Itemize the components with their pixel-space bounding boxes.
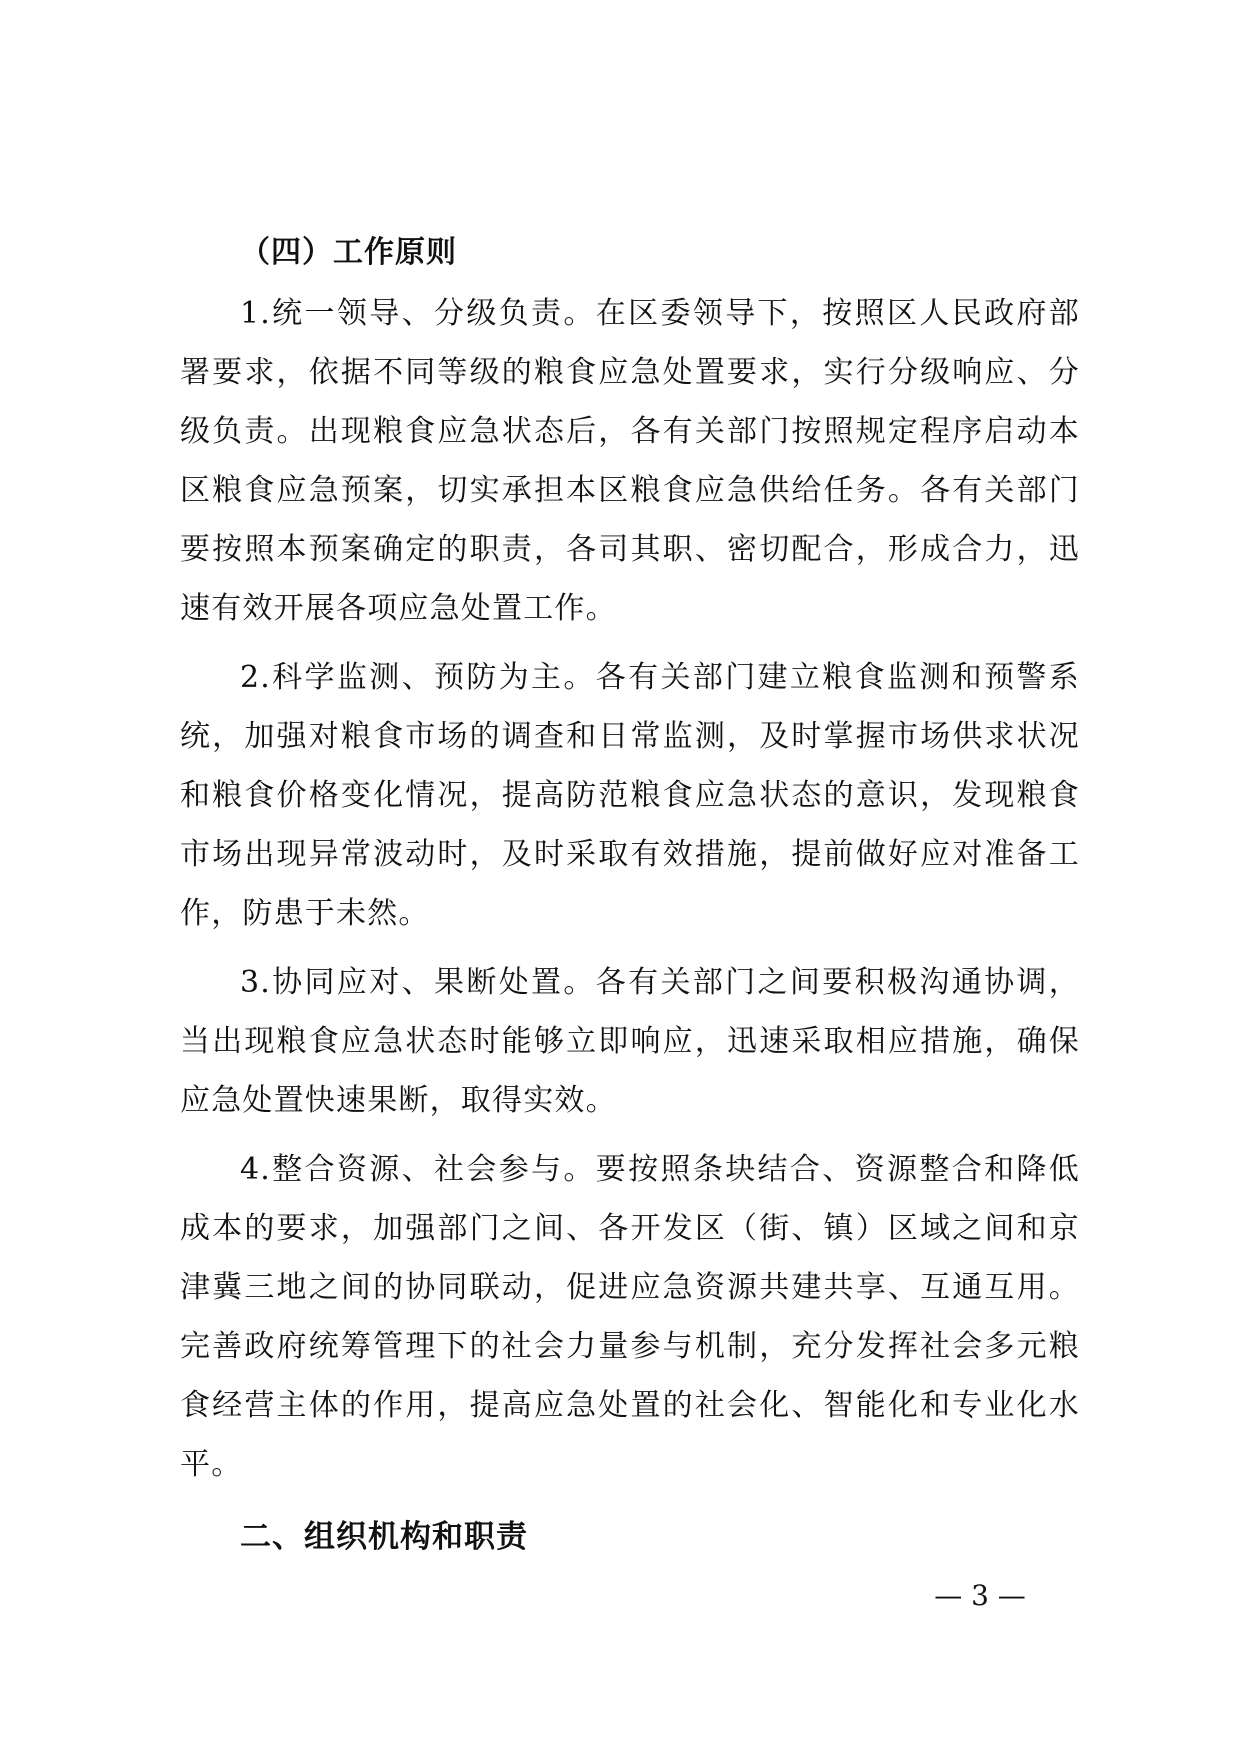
paragraph-principle-1: 1.统一领导、分级负责。在区委领导下，按照区人民政府部署要求，依据不同等级的粮食应急处置要求，实行分级响应、分级负责。出现粮食应急状态后，各有关部门按照规定程序启动本区粮食应急预案，切实承担本区粮食应急供给任务。各有关部门要按照本预案确定的职责，各司其职、密切配合，形成合力，迅速有效开展各项应急处置工作。	[180, 296, 1080, 626]
document-body	[180, 222, 1080, 1568]
section-heading: （四）工作原则	[240, 235, 457, 270]
chapter-heading: 二、组织机构和职责	[240, 1519, 528, 1555]
page-number: — 3 —	[934, 1579, 1026, 1612]
paragraph-principle-4: 4.整合资源、社会参与。要按照条块结合、资源整合和降低成本的要求，加强部门之间、各开发区（街、镇）区域之间和京津冀三地之间的协同联动，促进应急资源共建共享、互通互用。完善政府统筹管理下的社会力量参与机制，充分发挥社会多元粮食经营主体的作用，提高应急处置的社会化、智能化和专业化水平。	[180, 1152, 1080, 1482]
paragraph-principle-2: 2.科学监测、预防为主。各有关部门建立粮食监测和预警系统，加强对粮食市场的调查和日常监测，及时掌握市场供求状况和粮食价格变化情况，提高防范粮食应急状态的意识，发现粮食市场出现异常波动时，及时采取有效措施，提前做好应对准备工作，防患于未然。	[180, 660, 1080, 931]
paragraph-principle-3: 3.协同应对、果断处置。各有关部门之间要积极沟通协调，当出现粮食应急状态时能够立即响应，迅速采取相应措施，确保应急处置快速果断，取得实效。	[180, 965, 1080, 1118]
